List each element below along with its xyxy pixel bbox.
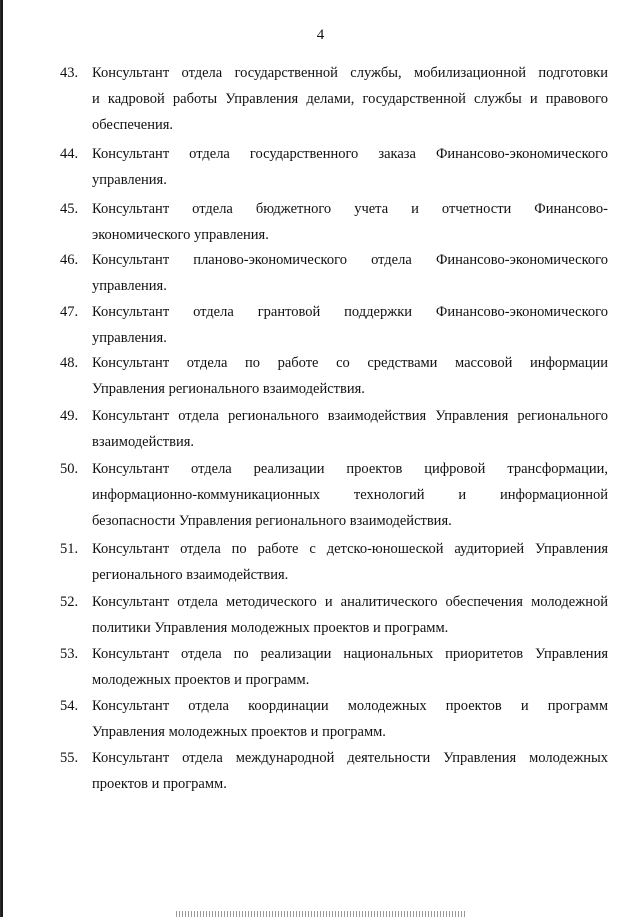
page-edge <box>1 0 3 917</box>
item-text-line: Управления молодежных проектов и программ. <box>92 724 386 740</box>
page-number: 4 <box>316 27 325 43</box>
item-text-line: Консультант отдела методического и аналитического обеспечения молодежной <box>92 594 608 610</box>
item-text-line: безопасности Управления регионального взаимодействия. <box>92 513 452 529</box>
item-text-line: Управления регионального взаимодействия. <box>92 381 365 397</box>
item-number: 46. <box>60 252 79 268</box>
list-item <box>60 350 608 402</box>
list-item <box>60 196 608 248</box>
item-text-line: молодежных проектов и программ. <box>92 672 310 688</box>
item-text-line: управления. <box>92 172 167 188</box>
scan-artifact <box>176 911 466 917</box>
item-text-line: Консультант отдела по работе со средствами массовой информации <box>92 355 608 371</box>
item-text-line: Консультант отдела координации молодежных проектов и программ <box>92 698 608 714</box>
item-text-line: взаимодействия. <box>92 434 195 450</box>
item-number: 54. <box>60 698 79 714</box>
item-text-line: управления. <box>92 330 167 346</box>
item-text-line: Консультант планово-экономического отдела Финансово-экономического <box>92 252 608 268</box>
item-text-line: Консультант отдела бюджетного учета и отчетности Финансово- <box>92 201 608 217</box>
list-item <box>60 141 608 193</box>
list-item <box>60 299 608 351</box>
item-number: 55. <box>60 750 79 766</box>
list-item <box>60 693 608 745</box>
item-number: 52. <box>60 594 79 610</box>
list-item <box>60 456 608 534</box>
item-text-line: политики Управления молодежных проектов и программ. <box>92 620 449 636</box>
item-number: 53. <box>60 646 79 662</box>
item-number: 45. <box>60 201 79 217</box>
item-text-line: Консультант отдела грантовой поддержки Финансово-экономического <box>92 304 608 320</box>
item-text-line: проектов и программ. <box>92 776 227 792</box>
item-text-line: и кадровой работы Управления делами, государственной службы и правового <box>92 91 608 107</box>
item-number: 44. <box>60 146 79 162</box>
item-text-line: экономического управления. <box>92 227 269 243</box>
list-item <box>60 247 608 299</box>
item-text-line: регионального взаимодействия. <box>92 567 289 583</box>
item-text-line: Консультант отдела государственного заказа Финансово-экономического <box>92 146 608 162</box>
item-text-line: Консультант отдела регионального взаимодействия Управления регионального <box>92 408 608 424</box>
item-text-line: Консультант отдела реализации проектов цифровой трансформации, <box>92 461 608 477</box>
item-text-line: Консультант отдела по работе с детско-юношеской аудиторией Управления <box>92 541 608 557</box>
item-number: 47. <box>60 304 79 320</box>
item-text-line: Консультант отдела по реализации национальных приоритетов Управления <box>92 646 608 662</box>
list-item <box>60 641 608 693</box>
item-number: 43. <box>60 65 79 81</box>
item-number: 51. <box>60 541 79 557</box>
item-text-line: Консультант отдела государственной службы, мобилизационной подготовки <box>92 65 608 81</box>
item-text-line: информационно-коммуникационных технологий и информационной <box>92 487 608 503</box>
list-item <box>60 745 608 797</box>
item-number: 50. <box>60 461 79 477</box>
item-text-line: управления. <box>92 278 167 294</box>
item-text-line: обеспечения. <box>92 117 174 133</box>
list-item <box>60 60 608 138</box>
list-item <box>60 403 608 455</box>
item-number: 49. <box>60 408 79 424</box>
item-text-line: Консультант отдела международной деятельности Управления молодежных <box>92 750 608 766</box>
item-number: 48. <box>60 355 79 371</box>
list-item <box>60 589 608 641</box>
list-item <box>60 536 608 588</box>
